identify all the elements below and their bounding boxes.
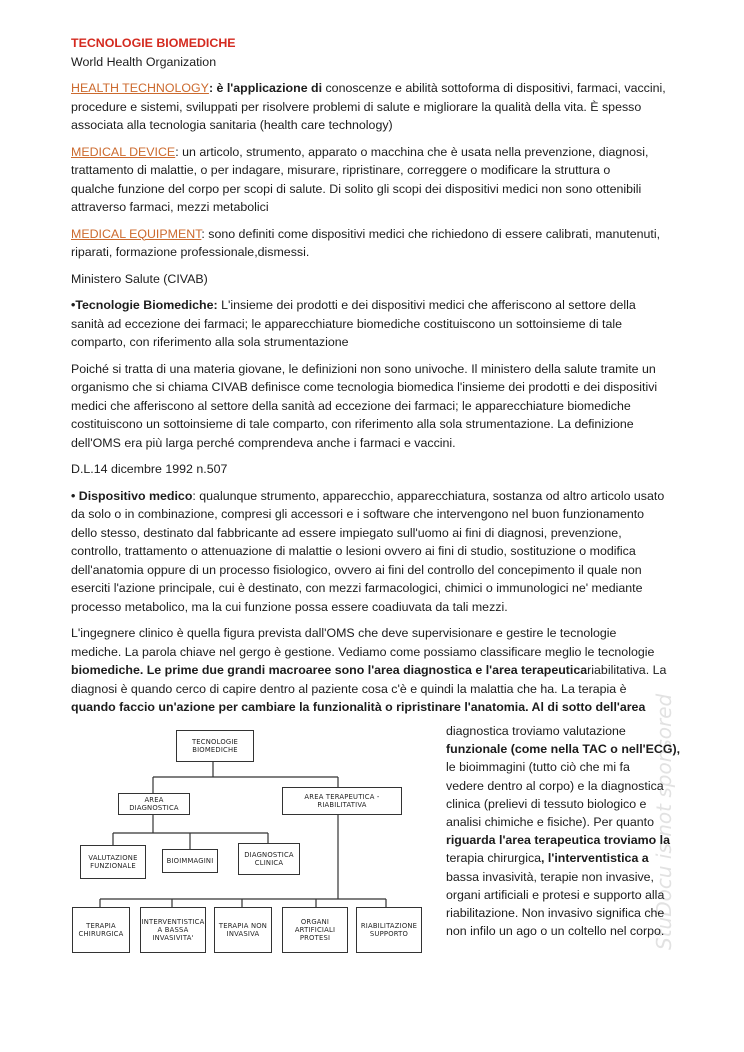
text-span: : un articolo, strumento, apparato o macchina che è usata nella prevenzione, diagnosi, [175,144,649,159]
health-technology-paragraph [71,79,677,135]
text-line: costituiscono un sottoinsieme di tale comparto, con riferimento alla sola strumentazione. La definizione [71,417,634,431]
text-span: L'insieme dei prodo [217,298,329,312]
text-line: medici che afferiscono al settore della sanità ad eccezione dei farmaci; le apparecchiature biomediche [71,398,631,413]
text-line: dello stesso, destinato dal fabbricante ad essere impiegato sull'uomo ai fini di diagnosi, prevenzione, [71,525,622,540]
node-terapia-chirurgica: TERAPIA CHIRURGICA [72,907,130,953]
text-line: L'ingegnere clinico è quella figura prevista dall'OMS che deve supervisionare e gestire le tecnologie [71,626,617,640]
ingegnere-paragraph [71,624,677,717]
text-span: tti e dei dispositivi medici che afferiscono al settore della [328,298,636,312]
node-interventistica: INTERVENTISTICA A BASSA INVASIVITA' [140,907,206,953]
text-span: , l'interventistica a [541,851,649,866]
text-line: bassa invasività, terapie non invasive, [446,869,655,884]
text-line: riparati, formazione professionale,dismessi. [71,245,310,259]
org-name: World Health Organization [71,54,217,69]
dispositivo-paragraph [71,487,677,617]
classification-diagram [68,727,434,959]
text-line: eserciti l'azione principale, cui è destinato, con mezzi farmacologici, chimici o immunologici ne' mediante [71,581,643,595]
text-line: controllo, trattamento o attenuazione di malattie o lesioni ovvero ai fini di studio, sostituzione o modifica [71,544,636,558]
text-line: da solo o in combinazione, compresi gli accessori e i software che intervengono nel buon funzionamento [71,507,645,521]
text-line: diagnostica troviamo valutazione [446,724,626,738]
watermark: StuDocu is not sponsored [652,693,676,950]
text-line: funzionale (come nella TAC o nell'ECG), [446,742,681,757]
text-line: le bioimmagini (tutto ciò che mi fa [446,760,630,775]
text-span: terapia chirurgica [446,851,542,866]
node-valutazione-funzionale: VALUTAZIONE FUNZIONALE [80,845,146,879]
text-line: riabilitazione. Non invasivo significa che [446,906,665,921]
node-bioimmagini: BIOIMMAGINI [162,849,218,873]
bullet-term: • Dispositivo medico [71,488,193,503]
node-tecnologie-biomediche: TECNOLOGIE BIOMEDICHE [176,730,254,762]
text-line: vedere dentro al corpo) e la diagnostica [446,778,664,793]
ministero-line: Ministero Salute (CIVAB) [71,271,208,286]
text-line: riguarda l'area terapeutica troviamo la [446,833,670,848]
doc-title: TECNOLOGIE BIOMEDICHE [71,36,236,50]
node-diagnostica-clinica: DIAGNOSTICA CLINICA [238,843,300,875]
medical-device-paragraph [71,143,677,217]
text-line: qualche funzione del corpo per scopi di salute. Di solito gli scopi dei dispositivi medici non sono ottenibili [71,181,642,196]
node-riabilitazione: RIABILITAZIONE SUPPORTO [356,907,422,953]
text-line: attraverso farmaci, mezzi metabolici [71,200,269,214]
text-span: riabilitativa. La [587,663,667,677]
node-organi-artificiali: ORGANI ARTIFICIALI PROTESI [282,907,348,953]
medical-device-term: MEDICAL DEVICE [71,144,176,159]
health-technology-lead: : è l'applicazione di [208,81,323,95]
text-line: Poiché si tratta di una materia giovane, le definizioni non sono univoche. Il ministero della salute tramite un [71,361,656,376]
text-span: biomediche. Le prime due grandi macroaree sono l'area diagnostica e l'area terapeutica [71,663,588,677]
text-span: : qualunque strumento, apparecchio, apparecchiatura, sostanza od altro articolo usato [192,488,665,503]
text-span: : sono definiti come dispositivi medici che richiedono di essere calibrati, manutenuti, [201,226,661,241]
text-line: sanità ad eccezione dei farmaci; le apparecchiature biomediche costituiscono un sottoinsieme di tale [71,316,623,331]
text-line: dell'OMS era più larga perché comprendeva anche i farmaci e vaccini. [71,435,456,450]
text-line: quando faccio un'azione per cambiare la funzionalità o ripristinare l'anatomia. Al di sotto dell'area [71,700,646,714]
side-paragraph [446,722,686,940]
medical-equipment-term: MEDICAL EQUIPMENT [71,226,202,241]
text-span: conoscenze e abilità sottoforma di dispositivi, farmaci, vaccini, [322,81,666,95]
node-terapia-non-invasiva: TERAPIA NON INVASIVA [214,907,272,953]
text-line: associata alla tecnologia sanitaria (health care technology) [71,118,393,132]
text-line: diagnosi è quando cerco di capire dentro al paziente cosa c'è e quindi la malattia che ha. La terapia è [71,681,627,696]
bullet-term: •Tecnologie Biomediche: [71,298,218,312]
decree-line: D.L.14 dicembre 1992 n.507 [71,462,228,476]
poiche-paragraph [71,360,677,453]
text-line: clinica (prelievi di tessuto biologico e [446,796,647,811]
medical-equipment-paragraph [71,225,677,262]
text-line: trattamento di malattie, o per indagare, misurare, ripristinare, correggere o modificare la struttura o [71,163,611,177]
health-technology-term: HEALTH TECHNOLOGY [71,81,209,95]
node-area-terapeutica: AREA TERAPEUTICA - RIABILITATIVA [282,787,402,815]
text-line: mediche. La parola chiave nel gergo è gestione. Vediamo come possiamo classificare meglio le tecnologie [71,644,655,659]
text-line: dell'anatomia oppure di un processo fisiologico, ovvero ai fini del controllo del concepimento il quale non [71,562,642,577]
text-line: organismo che si chiama CIVAB definisce come tecnologia biomedica l'insieme dei prodotti e dei dispositivi [71,380,658,394]
tecnologie-biomediche-paragraph [71,296,677,352]
text-line: comparto, con riferimento alla sola strumentazione [71,335,349,349]
text-line: processo metabolico, ma la cui funzione possa essere coadiuvata da tali mezzi. [71,599,508,614]
document-body [71,34,677,717]
text-line: analisi chimiche e fisiche). Per quanto [446,815,654,830]
text-line: non infilo un ago o un coltello nel corpo. [446,924,665,939]
node-area-diagnostica: AREA DIAGNOSTICA [118,793,190,815]
text-line: organi artificiali e protesi e supporto alla [446,887,665,902]
text-line: procedure e sistemi, sviluppati per risolvere problemi di salute e migliorare la qualità della vita. È spesso [71,99,642,114]
